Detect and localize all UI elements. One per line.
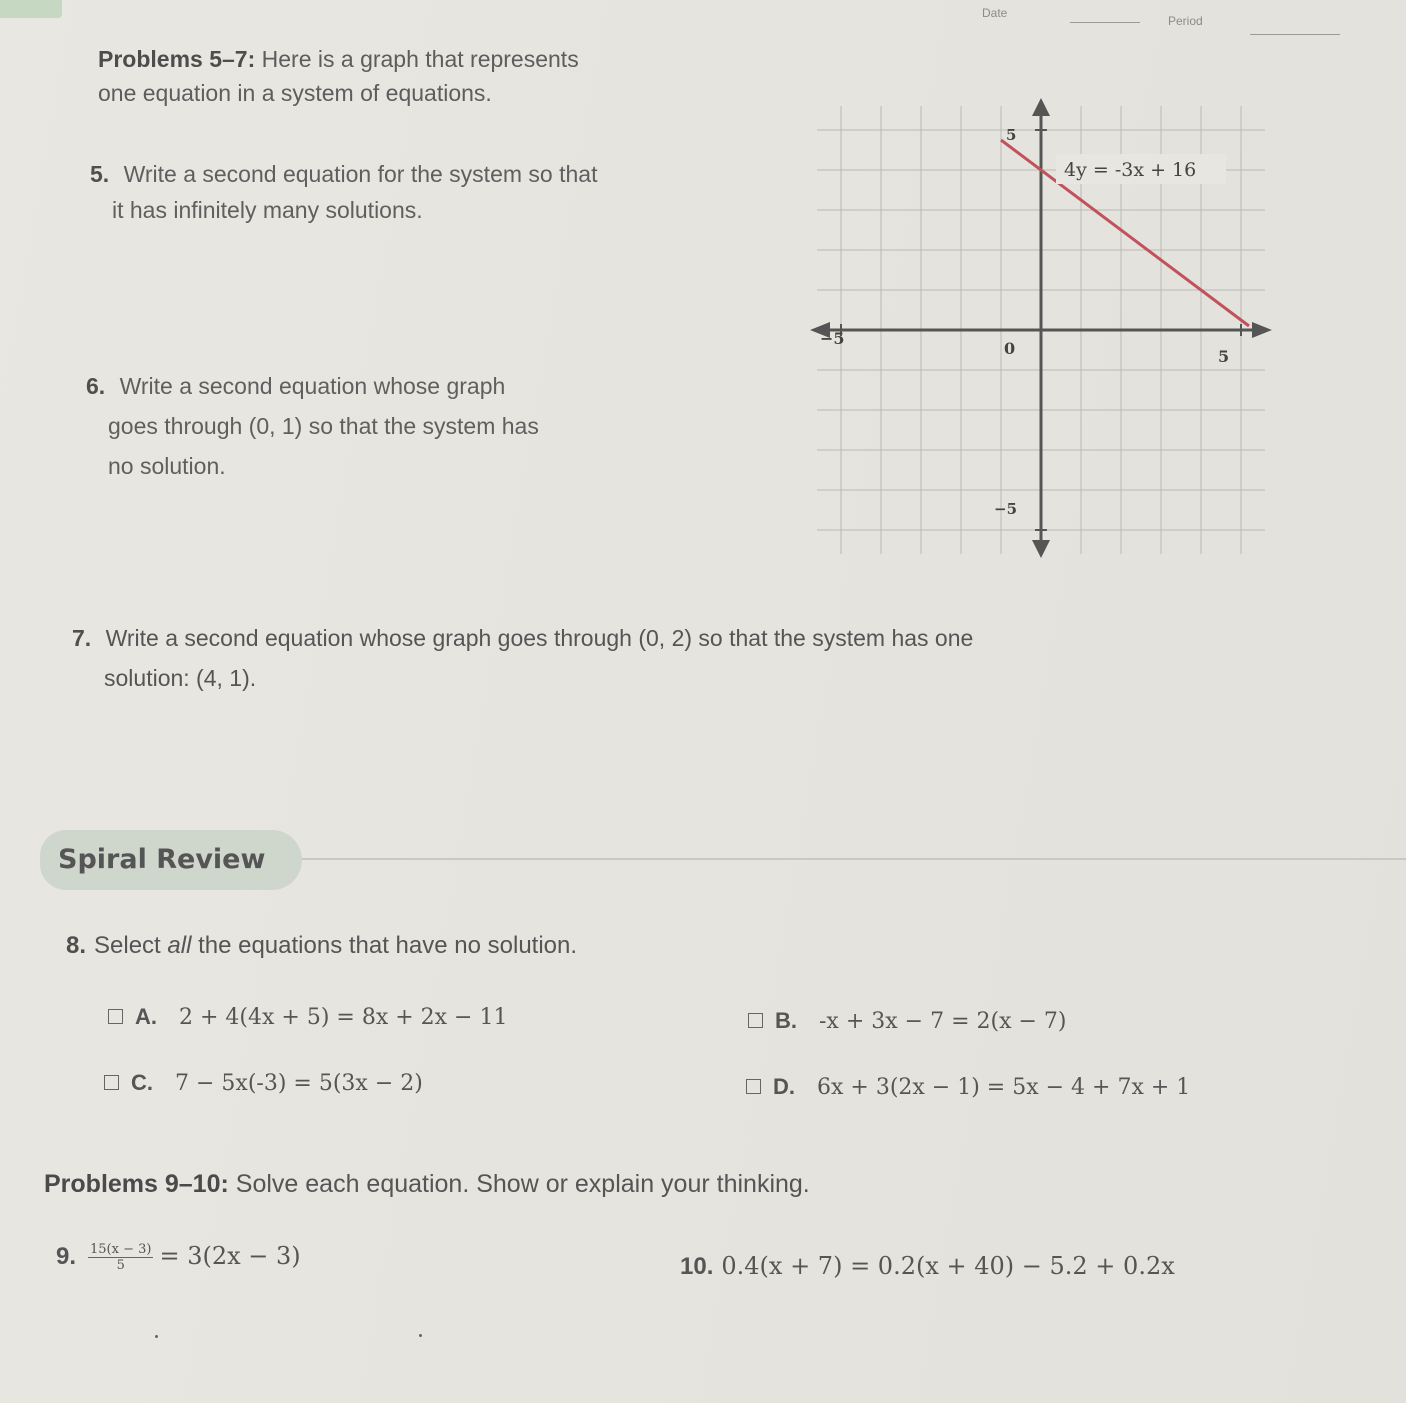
header bbox=[60, 6, 1340, 36]
pencil-mark bbox=[155, 1335, 158, 1338]
coordinate-graph bbox=[806, 94, 1276, 564]
date-label: Date bbox=[982, 6, 1008, 20]
choice-b[interactable] bbox=[748, 1008, 1067, 1034]
question-5 bbox=[90, 156, 770, 228]
intro-label: Problems 5–7: bbox=[98, 46, 256, 72]
question-text: goes through (0, 1) so that the system has bbox=[108, 413, 539, 439]
question-text: Write a second equation for the system so that bbox=[123, 161, 598, 187]
question-6 bbox=[86, 366, 706, 486]
intro-label: Problems 9–10: bbox=[44, 1170, 229, 1198]
intro-text-1: Here is a graph that represents bbox=[261, 46, 579, 72]
choice-equation: 2 + 4(4x + 5) = 8x + 2x − 11 bbox=[179, 1005, 508, 1030]
equation: 0.4(x + 7) = 0.2(x + 40) − 5.2 + 0.2x bbox=[721, 1252, 1175, 1280]
period-label: Period bbox=[1168, 14, 1203, 28]
choice-letter: C. bbox=[131, 1070, 153, 1095]
y-tick-neg5: −5 bbox=[994, 500, 1018, 518]
equation-rhs: = 3(2x − 3) bbox=[159, 1242, 301, 1270]
question-9 bbox=[56, 1242, 656, 1273]
intro-text: Solve each equation. Show or explain your thinking. bbox=[228, 1170, 810, 1198]
question-number: 8. bbox=[66, 932, 87, 959]
question-text: Write a second equation whose graph goes through (0, 2) so that the system has one bbox=[105, 625, 974, 651]
fraction bbox=[88, 1242, 153, 1273]
choice-equation: 6x + 3(2x − 1) = 5x − 4 + 7x + 1 bbox=[817, 1075, 1191, 1100]
x-axis-arrow-right bbox=[1252, 322, 1272, 338]
checkbox[interactable] bbox=[104, 1075, 119, 1090]
question-text: solution: (4, 1). bbox=[104, 665, 257, 691]
question-number: 5. bbox=[90, 161, 110, 187]
corner-tab bbox=[0, 0, 62, 18]
question-number: 9. bbox=[56, 1243, 77, 1270]
question-text: it has infinitely many solutions. bbox=[112, 197, 423, 223]
choice-equation: 7 − 5x(-3) = 5(3x − 2) bbox=[175, 1071, 423, 1096]
choice-letter: B. bbox=[775, 1008, 797, 1033]
spiral-review-header: Spiral Review bbox=[40, 830, 302, 890]
choice-d[interactable] bbox=[746, 1074, 1190, 1100]
question-text: the equations that have no solution. bbox=[191, 932, 578, 959]
origin-label: 0 bbox=[1004, 339, 1016, 358]
y-tick-5: 5 bbox=[1006, 126, 1017, 144]
problems-9-10-intro bbox=[44, 1164, 1144, 1204]
checkbox[interactable] bbox=[748, 1013, 763, 1028]
equation-label: 4y = -3x + 16 bbox=[1064, 159, 1197, 181]
choice-a[interactable] bbox=[108, 1004, 507, 1030]
choice-letter: A. bbox=[135, 1004, 157, 1029]
checkbox[interactable] bbox=[746, 1079, 761, 1094]
divider bbox=[302, 858, 1406, 860]
x-tick-5: 5 bbox=[1218, 347, 1230, 366]
y-axis-arrow-up bbox=[1032, 98, 1050, 116]
problems-5-7-intro bbox=[98, 42, 738, 110]
choice-letter: D. bbox=[773, 1074, 795, 1099]
choice-c[interactable] bbox=[104, 1070, 423, 1096]
question-number: 10. bbox=[680, 1253, 714, 1280]
question-text: no solution. bbox=[108, 453, 226, 479]
intro-text-2: one equation in a system of equations. bbox=[98, 80, 492, 106]
date-blank[interactable] bbox=[1070, 8, 1140, 23]
fraction-denominator: 5 bbox=[116, 1258, 125, 1274]
question-8 bbox=[66, 926, 966, 966]
question-text: Select bbox=[94, 932, 168, 959]
checkbox[interactable] bbox=[108, 1009, 123, 1024]
question-7 bbox=[72, 618, 1282, 698]
y-axis-arrow-down bbox=[1032, 540, 1050, 558]
fraction-numerator: 15(x − 3) bbox=[90, 1242, 152, 1258]
x-tick-neg5: −5 bbox=[820, 329, 845, 348]
question-number: 6. bbox=[86, 373, 106, 399]
choice-equation: -x + 3x − 7 = 2(x − 7) bbox=[819, 1009, 1067, 1034]
question-number: 7. bbox=[72, 625, 92, 651]
question-text: Write a second equation whose graph bbox=[119, 373, 506, 399]
pencil-mark bbox=[419, 1334, 422, 1337]
period-blank[interactable] bbox=[1250, 20, 1340, 35]
question-text-emphasis: all bbox=[167, 932, 192, 959]
question-10 bbox=[680, 1252, 1280, 1281]
